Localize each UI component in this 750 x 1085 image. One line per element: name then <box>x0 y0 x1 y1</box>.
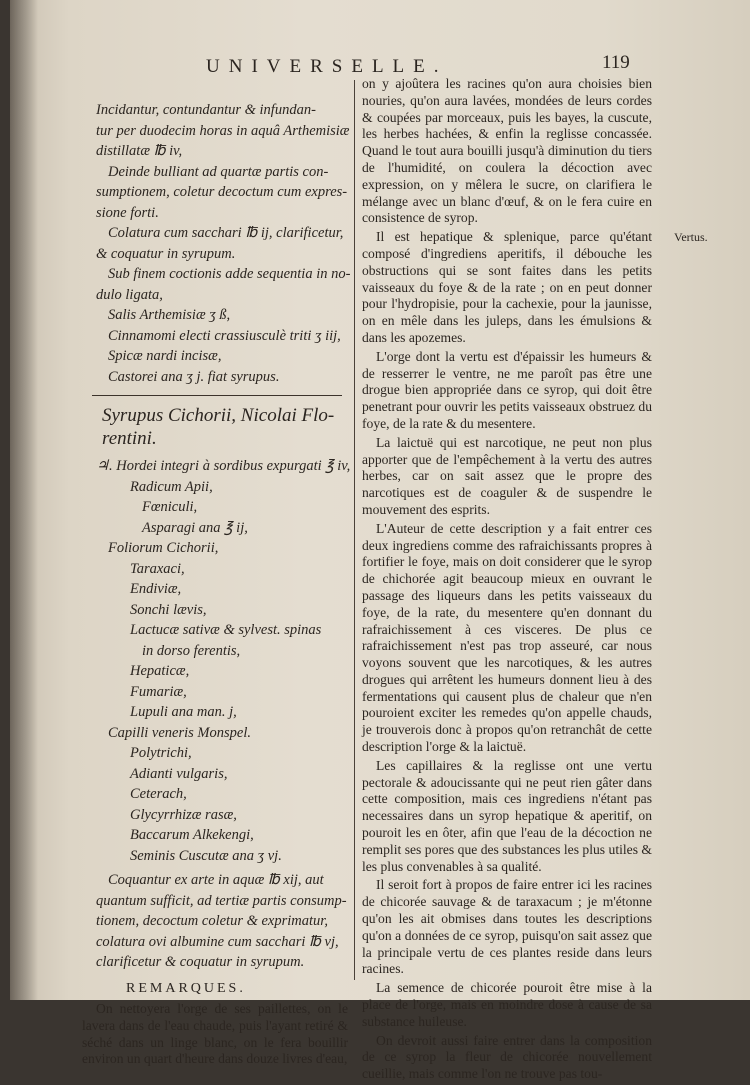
left-column <box>82 100 351 1068</box>
paragraph: L'Auteur de cette description y a fait entrer ces deux ingrediens comme des rafraichissants propres à fortifier le foye, mais on doit considerer que le syrop de chichorée agit beaucoup mieux en ouvrant le passage des liqueurs dans les petits vaisseaux du foye, de la rate, du mesentere qu'en donnant du rafraichissement à ces visceres. De plus ce rafraichissement n'est pas trop asseuré, car nous voyons souvent que les narcotiques, & les autres drogues qui arrêtent les humeurs donnent lieu à des fermentations qui causent plus de chaleur que n'en pouroient exciter les remedes qu'on appelle chauds, je trouverois donc à propos qu'on retranchât de cette description l'orge & la laictuë. <box>362 520 652 755</box>
recipe-item: Endiviæ, <box>130 581 182 597</box>
text-line: sione forti. <box>96 204 159 221</box>
right-column <box>362 76 652 1085</box>
text-line: clarificetur & coquatur in syrupum. <box>96 954 305 970</box>
text-line: Spicæ nardi incisæ, <box>108 348 222 364</box>
recipe-item: Polytrichi, <box>130 745 192 761</box>
recipe-item: Glycyrrhizæ rasæ, <box>130 806 237 823</box>
text-line: Deinde bulliant ad quartæ partis con- <box>108 163 329 180</box>
remarques-paragraph: On nettoyera l'orge de ses paillettes, on le lavera dans de l'eau chaude, puis l'ayant retiré & séché dans un linge blanc, on le fera bouillir environ un quart d'heure dans douze livres d'eau, <box>82 1001 348 1067</box>
text-line: distillatæ ℔ iv, <box>96 143 183 159</box>
recipe-item: Foliorum Cichorii, <box>108 540 219 556</box>
recipe-item: Hepaticæ, <box>130 663 190 679</box>
paragraph: Il seroit fort à propos de faire entrer ici les racines de chicorée sauvage & de taraxacum ; je m'étonne qu'on les ait obmises dans toutes les descriptions qu'on a données de ce syrop, puisqu'on sait assez que la principale vertu de ces plantes reside dans leurs racines. <box>362 877 652 977</box>
recipe-item: Taraxaci, <box>130 560 185 577</box>
column-divider <box>354 80 355 980</box>
recipe-item: Adianti vulgaris, <box>130 765 228 782</box>
text-line: dulo ligata, <box>96 286 163 303</box>
recipe-list <box>96 456 351 866</box>
text-line: quantum sufficit, ad tertiæ partis consump- <box>96 892 347 909</box>
paragraph: La laictuë qui est narcotique, ne peut non plus apporter que de l'empêchement à la vertu des autres herbes, car on sait assez que le propre des narcotiques est de coaguler & de suspendre le mouvement des esprits. <box>362 434 652 517</box>
text-line: Incidantur, contundantur & infundan- <box>96 102 316 118</box>
text-line: Castorei ana ʒ j. fiat syrupus. <box>108 368 280 385</box>
recipe-item: ♃. Hordei integri à sordibus expurgati ℥ iv, <box>96 458 351 474</box>
coquantur-block <box>96 870 348 973</box>
text-line: Colatura cum sacchari ℔ ij, clarificetur, <box>108 225 344 241</box>
paragraph: La semence de chicorée pouroit être mise à la place de l'orge, mais en moindre dose à cause de sa substance huileuse. <box>362 980 652 1029</box>
left-top-block <box>96 100 351 387</box>
recipe-item: Fumariæ, <box>130 683 187 700</box>
text-line: Cinnamomi electi crassiusculè triti ʒ iij, <box>108 327 341 344</box>
recipe-item: Capilli veneris Monspel. <box>108 724 251 741</box>
recipe-item: Asparagi ana ℥ ij, <box>142 519 248 536</box>
section-title: Syrupus Cichorii, Nicolai Flo- rentini. <box>102 405 335 449</box>
recipe-item: Baccarum Alkekengi, <box>130 827 254 843</box>
recipe-item: Fœniculi, <box>142 499 198 515</box>
text-line: tionem, decoctum coletur & exprimatur, <box>96 913 328 929</box>
margin-note: Vertus. <box>674 230 708 244</box>
text-line: Coquantur ex arte in aquæ ℔ xij, aut <box>108 872 324 888</box>
book-page <box>10 0 750 1082</box>
text-line: Salis Arthemisiæ ʒ ß, <box>108 307 231 323</box>
recipe-item: Lupuli ana man. j, <box>130 704 237 720</box>
text-line: sumptionem, coletur decoctum cum expres- <box>96 184 348 200</box>
text-line: Sub finem coctionis adde sequentia in no- <box>108 266 351 282</box>
running-title: UNIVERSELLE. <box>206 56 448 77</box>
paragraph: on y ajoûtera les racines qu'on aura choisies bien nouries, qu'on aura lavées, mondées de leurs cordes & coupées par morceaux, puis les bayes, la cuscute, les herbes hachées, & enfin la reglisse concassée. Quand le tout aura bouilli jusqu'à diminution du tiers de l'humidité, on coulera la décoction avec expression, on y mêlera le sucre, on clarifiera le mélange avec un blanc d'œuf, & on le fera cuire en consistence de syrop. <box>362 76 652 226</box>
paragraph: On devroit aussi faire entrer dans la composition de ce syrop la fleur de chicorée nouvellement cueillie, mais comme l'on ne trouve pas tou- <box>362 1032 652 1082</box>
page-number: 119 <box>602 52 630 73</box>
text-line: colatura ovi albumine cum sacchari ℔ vj, <box>96 933 339 950</box>
paragraph: Les capillaires & la reglisse ont une vertu pectorale & adoucissante qui ne peut rien gâter dans cette composition, mais ces ingrediens n'étant pas necessaires dans un syrop hepatique & aperitif, on pouroit les en ôter, afin que l'eau de la décoction ne remplit ses pores que des substances les plus utiles & les plus convenables à sa qualité. <box>362 757 652 874</box>
recipe-item: Seminis Cuscutæ ana ʒ vj. <box>130 847 282 864</box>
text-line: & coquatur in syrupum. <box>96 245 236 262</box>
section-rule <box>92 395 342 396</box>
paragraph: L'orge dont la vertu est d'épaissir les humeurs & de resserrer le ventre, ne me paroît pas être une drogue bien appropriée dans ce syrop, qui doit être penetrant pour ouvrir les petits vaisseaux obstruez du foye, de la rate & du mesentere. <box>362 348 652 431</box>
recipe-item: Sonchi lævis, <box>130 601 207 618</box>
recipe-item: in dorso ferentis, <box>142 642 241 659</box>
book-gutter <box>10 0 38 1000</box>
recipe-item: Radicum Apii, <box>130 478 213 495</box>
paragraph: Il est hepatique & splenique, parce qu'étant composé d'ingrediens aperitifs, il débouche les obstructions qui se sont faites dans les petits vaisseaux du foye & de la rate ; on en peut donner pour l'hydropisie, pour la cachexie, pour la jaunisse, on en mêle dans les juleps, dans les émulsions & dans les apozemes. <box>362 229 652 345</box>
text-line: tur per duodecim horas in aquâ Arthemisiæ <box>96 122 350 139</box>
recipe-item: Ceterach, <box>130 786 187 802</box>
remarques-heading: REMARQUES. <box>126 980 246 996</box>
recipe-item: Lactucæ sativæ & sylvest. spinas <box>130 622 322 638</box>
